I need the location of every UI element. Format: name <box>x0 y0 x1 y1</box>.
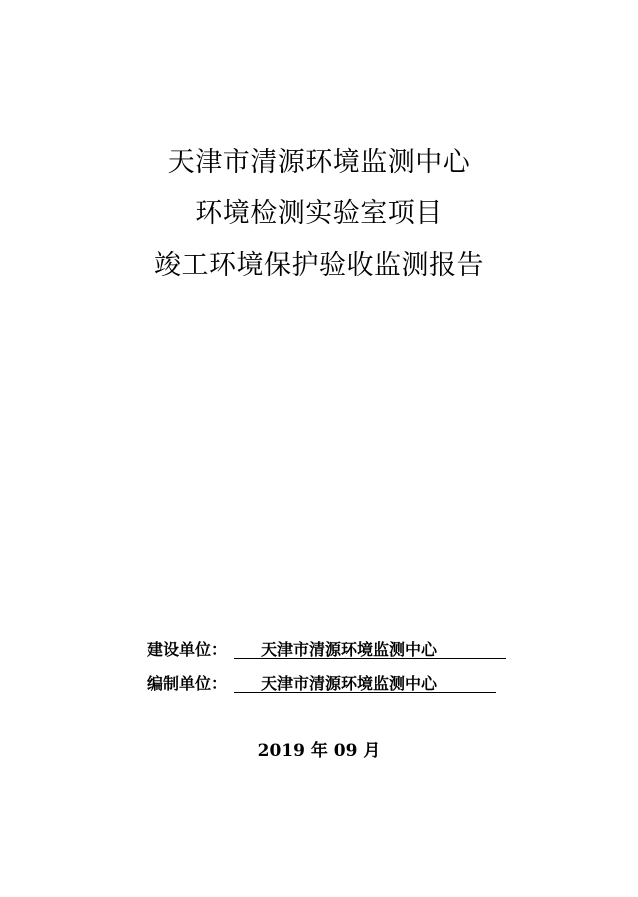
compiler-value: 天津市清源环境监测中心 <box>234 673 496 693</box>
builder-value: 天津市清源环境监测中心 <box>234 639 506 659</box>
compiler-label: 编制单位： <box>147 674 228 693</box>
title-line-project: 环境检测实验室项目 <box>195 198 443 229</box>
report-date: 2019 年 09 月 <box>257 741 381 761</box>
builder-label: 建设单位： <box>147 640 228 659</box>
title-line-report-type: 竣工环境保护验收监测报告 <box>154 250 484 281</box>
title-line-organization: 天津市清源环境监测中心 <box>167 147 471 178</box>
report-title <box>0 140 638 279</box>
